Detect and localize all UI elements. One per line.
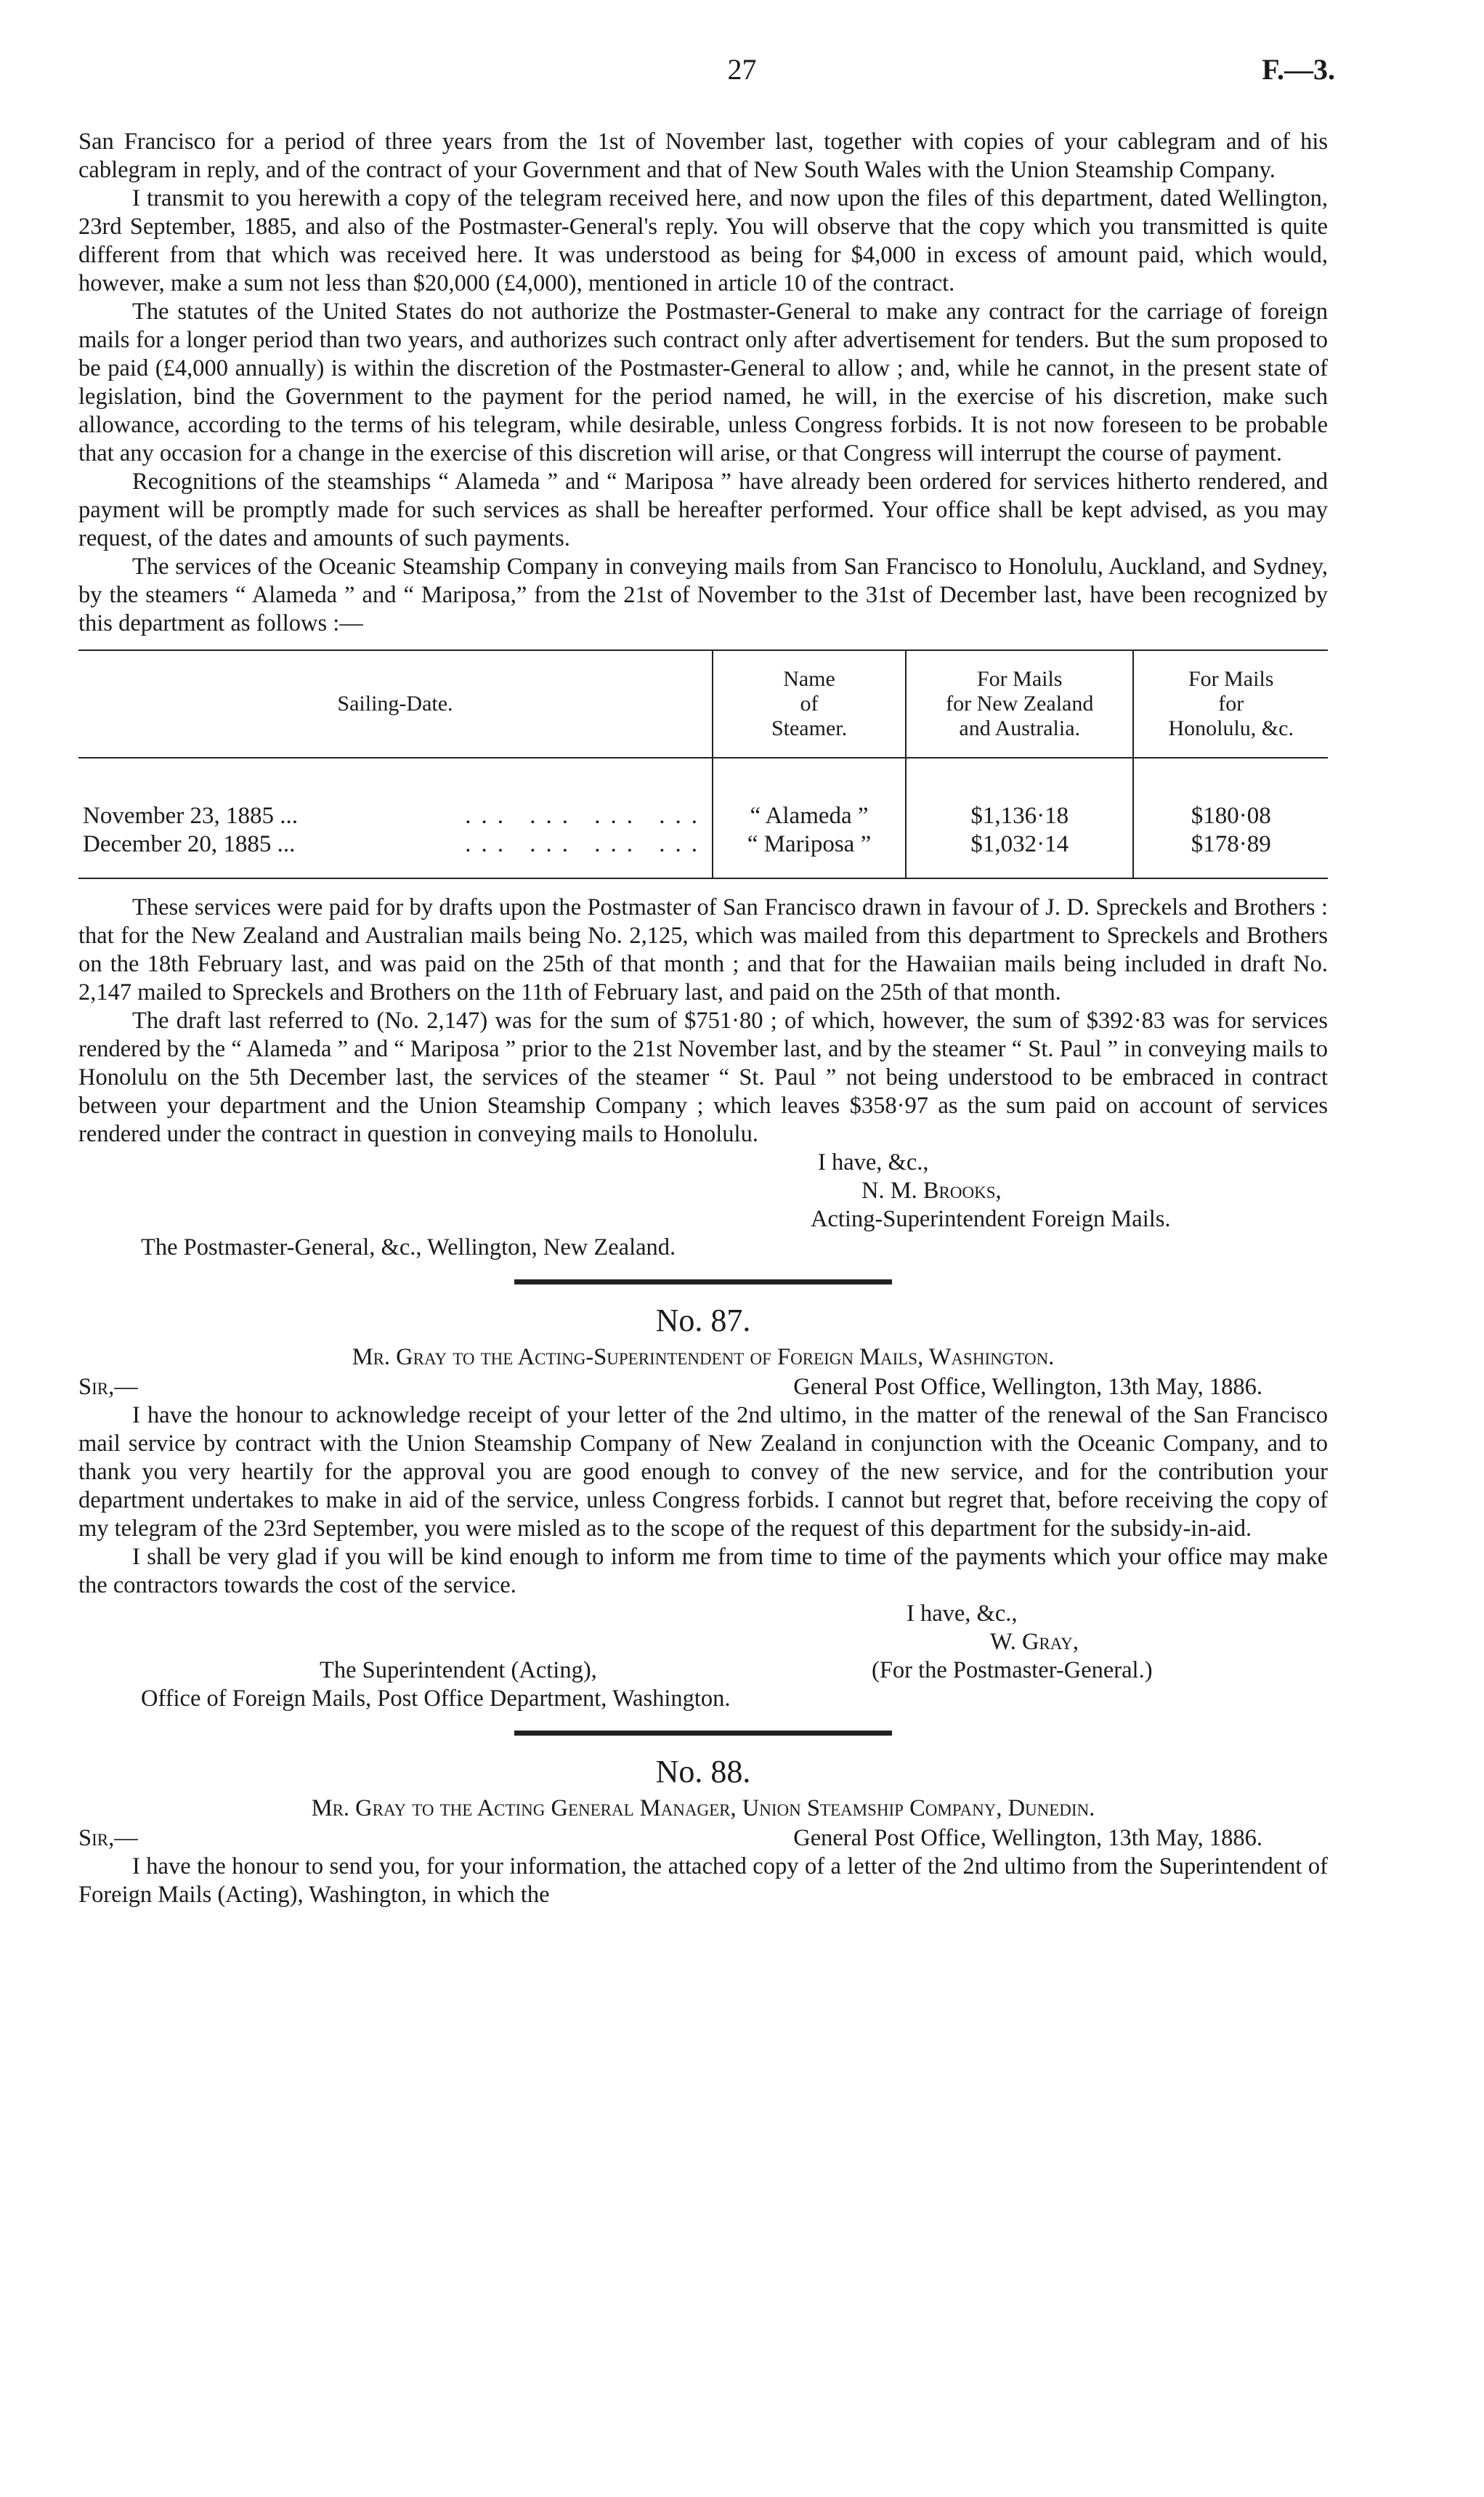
header-line: and Australia. xyxy=(959,716,1081,740)
section-divider xyxy=(514,1731,892,1736)
table-row xyxy=(78,758,1328,830)
paragraph: I have the honour to acknowledge receipt of your letter of the 2nd ultimo, in the matter of the renewal of the San Francisco mail service by contract with the Union Steamship Company of New Zealand in conjunction with the Oceanic Company, and to thank you very heartily for the approval you are good enough to convey of the new service, and for the contribution your department undertakes to make in aid of the service, unless Congress forbids. I cannot but regret that, before receiving the copy of my telegram of the 23rd September, you were misled as to the scope of the request of this department for the subsidy-in-aid. xyxy=(78,1402,1328,1542)
header-line: Honolulu, &c. xyxy=(1168,716,1294,740)
header-line: of xyxy=(800,692,819,716)
cell-honolulu-amount: $180·08 xyxy=(1133,758,1328,830)
letter-heading: Mr. Gray to the Acting General Manager, Union Steamship Company, Dunedin. xyxy=(311,1795,1095,1821)
header-line: For Mails xyxy=(1188,667,1274,691)
table-row xyxy=(78,830,1328,878)
recipient: The Superintendent (Acting), xyxy=(320,1657,597,1683)
header-nz-mails xyxy=(906,650,1133,758)
date-text: December 20, 1885 ... xyxy=(83,831,296,857)
cell-steamer: “ Alameda ” xyxy=(713,758,906,830)
signatory-name: N. M. Brooks, xyxy=(861,1178,1002,1204)
document-body xyxy=(78,128,1328,1909)
closing: I have, &c., xyxy=(818,1149,929,1175)
salutation: Sir,— xyxy=(78,1374,138,1400)
paragraph: The draft last referred to (No. 2,147) was for the sum of $751·80 ; of which, however, the sum of $392·83 was for services rendered by the “ Alameda ” and “ Mariposa ” prior to the 21st November last, and by the steamer “ St. Paul ” in conveying mails to Honolulu on the 5th December last, the services of the steamer “ St. Paul ” not being understood to be embraced in contract between your department and the Union Steamship Company ; which leaves $358·97 as the sum paid on account of services rendered under the contract in question in conveying mails to Honolulu. xyxy=(78,1008,1328,1147)
dateline: General Post Office, Wellington, 13th May, 1886. xyxy=(793,1825,1262,1851)
paragraph: I have the honour to send you, for your information, the attached copy of a letter of the 2nd ultimo from the Superintendent of Foreign Mails (Acting), Washington, in which the xyxy=(78,1853,1328,1908)
salutation-dateline xyxy=(78,1373,1328,1401)
paragraph: San Francisco for a period of three years from the 1st of November last, together with copies of your cablegram and of his cablegram in reply, and of the contract of your Government and that of New South Wales with the Union Steamship Company. xyxy=(78,129,1328,183)
paragraph: The services of the Oceanic Steamship Company in conveying mails from San Francisco to Honolulu, Auckland, and Sydney, by the steamers “ Alameda ” and “ Mariposa,” from the 21st of November to the 31st of December last, have been recognized by this department as follows :— xyxy=(78,554,1328,636)
header-line: For Mails xyxy=(976,667,1063,691)
addressee: The Postmaster-General, &c., Wellington, New Zealand. xyxy=(141,1234,676,1260)
signatory-title: Acting-Superintendent Foreign Mails. xyxy=(811,1206,1171,1232)
header-line: Name xyxy=(783,667,835,691)
letter-number: No. 87. xyxy=(655,1303,751,1338)
header-line: for New Zealand xyxy=(946,692,1094,716)
paragraph: The statutes of the United States do not authorize the Postmaster-General to make any contract for the carriage of foreign mails for a longer period than two years, and authorizes such contract only after advertisement for tenders. But the sum proposed to be paid (£4,000 annually) is within the discretion of the Postmaster-General to allow ; and, while he cannot, in the present state of legislation, bind the Government to the payment for the period named, he will, in the exercise of his discretion, make such allowance, according to the terms of his telegram, while desirable, unless Congress forbids. It is not now foreseen to be probable that any occasion for a change in the exercise of this discretion will arise, or that Congress will interrupt the course of payment. xyxy=(78,299,1328,466)
page-reference: F.—3. xyxy=(1262,53,1335,86)
paragraph: Recognitions of the steamships “ Alameda ” and “ Mariposa ” have already been ordered for services hitherto rendered, and payment will be promptly made for such services as shall be hereafter performed. Your office shall be kept advised, as you may request, of the dates and amounts of such payments. xyxy=(78,469,1328,551)
cell-nz-amount: $1,136·18 xyxy=(906,758,1133,830)
paragraph: I transmit to you herewith a copy of the telegram received here, and now upon the files of this department, dated Wellington, 23rd September, 1885, and also of the Postmaster-General's reply. You will observe that the copy which you transmitted is quite different from that which was received here. It was understood as being for $4,000 in excess of amount paid, which would, however, make a sum not less than $20,000 (£4,000), mentioned in article 10 of the contract. xyxy=(78,185,1328,296)
cell-sailing-date xyxy=(78,830,713,878)
header-steamer xyxy=(713,650,906,758)
header-line: for xyxy=(1218,692,1244,716)
letter-number: No. 88. xyxy=(655,1754,751,1789)
cell-nz-amount: $1,032·14 xyxy=(906,830,1133,878)
table-header-row xyxy=(78,650,1328,758)
closing: I have, &c., xyxy=(907,1600,1018,1627)
page-number: 27 xyxy=(727,53,757,86)
signature-line xyxy=(78,1656,1328,1685)
dateline: General Post Office, Wellington, 13th May, 1886. xyxy=(793,1374,1262,1400)
cell-steamer: “ Mariposa ” xyxy=(713,830,906,878)
page-header xyxy=(0,52,1484,96)
header-line: Steamer. xyxy=(771,716,848,740)
salutation-dateline xyxy=(78,1824,1328,1853)
leader-dots: ... ... ... ... xyxy=(465,831,707,857)
paragraph: These services were paid for by drafts upon the Postmaster of San Francisco drawn in favour of J. D. Spreckels and Brothers : that for the New Zealand and Australian mails being No. 2,125, which was mailed from this department to Spreckels and Brothers on the 18th February last, and was paid on the 25th of that month ; and that for the Hawaiian mails being included in draft No. 2,147 mailed to Spreckels and Brothers on the 11th of February last, and paid on the 25th of that month. xyxy=(78,894,1328,1005)
section-divider xyxy=(514,1279,892,1284)
header-honolulu-mails xyxy=(1133,650,1328,758)
mail-payments-table xyxy=(78,649,1328,879)
leader-dots: ... ... ... ... xyxy=(465,803,707,829)
recipient-address: Office of Foreign Mails, Post Office Department, Washington. xyxy=(141,1685,731,1712)
paragraph: I shall be very glad if you will be kind enough to inform me from time to time of the payments which your office may make the contractors towards the cost of the service. xyxy=(78,1544,1328,1598)
cell-sailing-date xyxy=(78,758,713,830)
header-sailing-date: Sailing-Date. xyxy=(78,650,713,758)
cell-honolulu-amount: $178·89 xyxy=(1133,830,1328,878)
date-text: November 23, 1885 ... xyxy=(83,803,299,829)
signatory-capacity: (For the Postmaster-General.) xyxy=(872,1657,1153,1683)
letter-heading: Mr. Gray to the Acting-Superintendent of Foreign Mails, Washington. xyxy=(352,1344,1055,1370)
signatory-name: W. Gray, xyxy=(990,1629,1079,1655)
salutation: Sir,— xyxy=(78,1825,138,1851)
